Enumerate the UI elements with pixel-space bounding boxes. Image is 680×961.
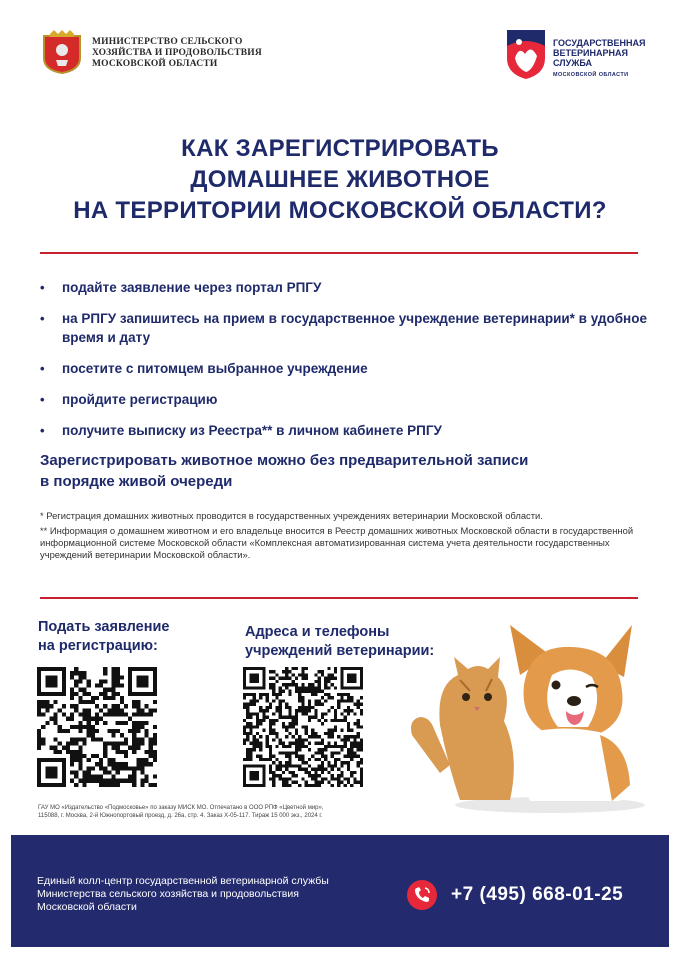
divider-bottom xyxy=(40,597,638,599)
bullet: • xyxy=(40,280,45,295)
list-item xyxy=(38,421,648,440)
steps-list xyxy=(38,278,648,452)
kitten-and-puppy-image xyxy=(400,605,650,820)
footnotes xyxy=(40,510,640,564)
title-line: НА ТЕРРИТОРИИ МОСКОВСКОЙ ОБЛАСТИ? xyxy=(73,197,607,224)
qr-application-title xyxy=(38,618,169,656)
qr-title-line: учреждений ветеринарии: xyxy=(245,643,435,659)
step-text: посетите с питомцем выбранное учреждение xyxy=(62,361,368,376)
list-item xyxy=(38,309,648,347)
footer-line: Московской области xyxy=(37,901,137,913)
phone-icon xyxy=(407,880,437,910)
step-text: получите выписку из Реестра** в личном кабинете РПГУ xyxy=(62,423,442,438)
footer-line: Министерства сельского хозяйства и продовольствия xyxy=(37,888,299,900)
vet-line: ВЕТЕРИНАРНАЯ xyxy=(553,48,628,58)
title-line: КАК ЗАРЕГИСТРИРОВАТЬ xyxy=(181,135,499,162)
imprint-line: 115088, г. Москва, 2-й Южнопортовый проезд, д. 26а, стр. 4. Заказ X-05-117. Тираж 15 000 экз., 2024 г. xyxy=(38,813,323,819)
footer-line: Единый колл-центр государственной ветеринарной службы xyxy=(37,875,329,887)
vet-service-name xyxy=(553,38,645,80)
list-item xyxy=(38,359,648,378)
ministry-name xyxy=(92,37,262,70)
imprint-line: ГАУ МО «Издательство «Подмосковье» по заказу МИСК МО. Отпечатано в ООО РПФ «Цветной мир», xyxy=(38,805,324,811)
bullet: • xyxy=(40,423,45,438)
vet-line: ГОСУДАРСТВЕННАЯ xyxy=(553,38,646,48)
footnote: * Регистрация домашних животных проводится в государственных учреждениях ветеринарии Московской области. xyxy=(40,510,543,521)
bullet: • xyxy=(40,392,45,407)
coat-of-arms-icon xyxy=(40,30,84,74)
footer-banner xyxy=(11,835,669,947)
header xyxy=(0,0,680,100)
divider-top xyxy=(40,252,638,254)
qr-title-line: Подать заявление xyxy=(38,619,170,635)
step-text: на РПГУ запишитесь на прием в государственное учреждение ветеринарии* в удобное время и дату xyxy=(62,311,647,345)
ministry-line: МИНИСТЕРСТВО СЕЛЬСКОГО xyxy=(92,37,243,47)
walkin-line: Зарегистрировать животное можно без предварительной записи xyxy=(40,452,529,469)
list-item xyxy=(38,390,648,409)
print-imprint xyxy=(38,804,398,820)
title-line: ДОМАШНЕЕ ЖИВОТНОЕ xyxy=(190,166,490,193)
bullet: • xyxy=(40,311,45,326)
qr-code-application[interactable] xyxy=(37,667,157,787)
walkin-line: в порядке живой очереди xyxy=(40,473,233,490)
step-text: пройдите регистрацию xyxy=(62,392,218,407)
qr-title-line: на регистрацию: xyxy=(38,638,158,654)
walkin-notice xyxy=(40,450,600,492)
page-title xyxy=(0,133,680,226)
bullet: • xyxy=(40,361,45,376)
vet-line: СЛУЖБА xyxy=(553,58,592,68)
qr-code-addresses[interactable] xyxy=(243,667,363,787)
ministry-line: МОСКОВСКОЙ ОБЛАСТИ xyxy=(92,59,218,69)
ministry-line: ХОЗЯЙСТВА И ПРОДОВОЛЬСТВИЯ xyxy=(92,48,262,58)
step-text: подайте заявление через портал РПГУ xyxy=(62,280,322,295)
qr-title-line: Адреса и телефоны xyxy=(245,624,390,640)
phone-number-link[interactable]: +7 (495) 668-01-25 xyxy=(451,884,624,905)
footnote: ** Информация о домашнем животном и его владельце вносится в Реестр домашних животных Московской области в государственной информационной системе Московской области «Комплексная автоматизированная система учета деятельности государственных учреждений ветеринарии Московской области». xyxy=(40,525,634,560)
list-item xyxy=(38,278,648,297)
vet-region: МОСКОВСКОЙ ОБЛАСТИ xyxy=(553,72,629,78)
vet-service-emblem-icon xyxy=(505,28,547,80)
call-center-description xyxy=(37,875,329,914)
